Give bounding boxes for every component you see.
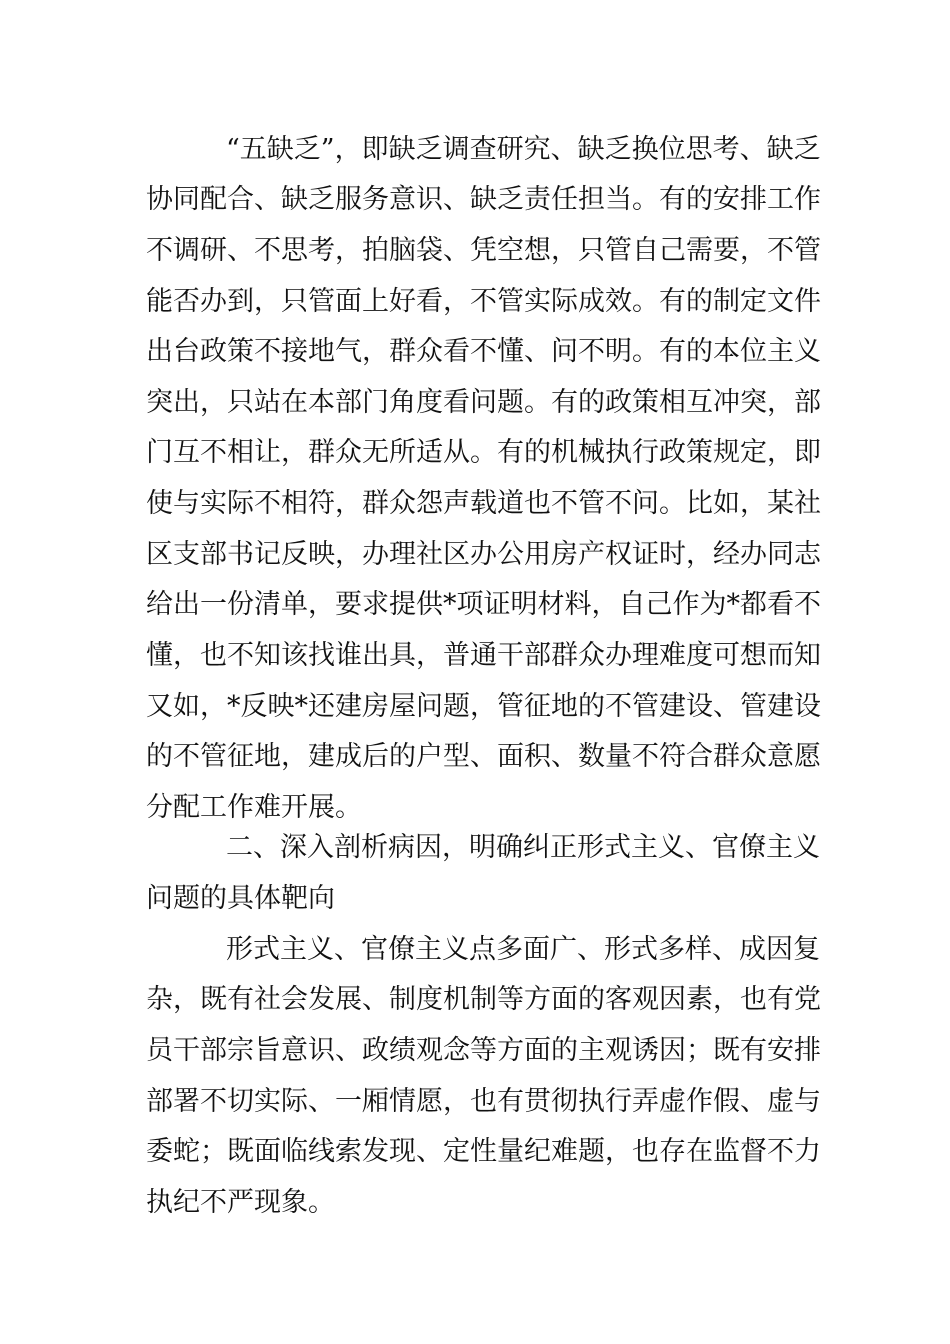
- paragraph-1-line-3: 不调研、不思考，拍脑袋、凭空想，只管自己需要，不管: [146, 235, 821, 266]
- paragraph-3-line-2: 杂，既有社会发展、制度机制等方面的客观因素，也有党: [146, 984, 821, 1015]
- paragraph-1-line-10: 给出一份清单，要求提供*项证明材料，自己作为*都看不: [146, 589, 821, 620]
- section-heading-line-2: 问题的具体靶向: [146, 883, 335, 914]
- paragraph-1-line-9: 区支部书记反映，办理社区办公用房产权证时，经办同志: [146, 539, 821, 570]
- paragraph-1-line-12: 又如，*反映*还建房屋问题，管征地的不管建设、管建设: [146, 691, 821, 722]
- paragraph-1-line-6: 突出，只站在本部门角度看问题。有的政策相互冲突，部: [146, 387, 821, 418]
- paragraph-1-line-7: 门互不相让，群众无所适从。有的机械执行政策规定，即: [146, 437, 821, 468]
- paragraph-1-line-14: 分配工作难开展。: [146, 792, 362, 823]
- paragraph-3-line-6: 执纪不严现象。: [146, 1187, 335, 1218]
- paragraph-1-line-1: “五缺乏”，即缺乏调查研究、缺乏换位思考、缺乏: [226, 134, 821, 165]
- paragraph-3-line-1: 形式主义、官僚主义点多面广、形式多样、成因复: [226, 934, 820, 965]
- section-heading-line-1: 二、深入剖析病因，明确纠正形式主义、官僚主义: [226, 832, 820, 863]
- paragraph-3-line-3: 员干部宗旨意识、政绩观念等方面的主观诱因；既有安排: [146, 1035, 821, 1066]
- paragraph-3-line-4: 部署不切实际、一厢情愿，也有贯彻执行弄虚作假、虚与: [146, 1086, 821, 1117]
- paragraph-1-line-8: 使与实际不相符，群众怨声载道也不管不问。比如，某社: [146, 488, 821, 519]
- paragraph-1-line-5: 出台政策不接地气，群众看不懂、问不明。有的本位主义: [146, 336, 821, 367]
- paragraph-1-line-13: 的不管征地，建成后的户型、面积、数量不符合群众意愿: [146, 741, 821, 772]
- paragraph-1-line-11: 懂，也不知该找谁出具，普通干部群众办理难度可想而知: [146, 640, 821, 671]
- paragraph-1-line-2: 协同配合、缺乏服务意识、缺乏责任担当。有的安排工作: [146, 184, 821, 215]
- paragraph-1-line-4: 能否办到，只管面上好看，不管实际成效。有的制定文件: [146, 286, 821, 317]
- paragraph-3-line-5: 委蛇；既面临线索发现、定性量纪难题，也存在监督不力: [146, 1136, 821, 1167]
